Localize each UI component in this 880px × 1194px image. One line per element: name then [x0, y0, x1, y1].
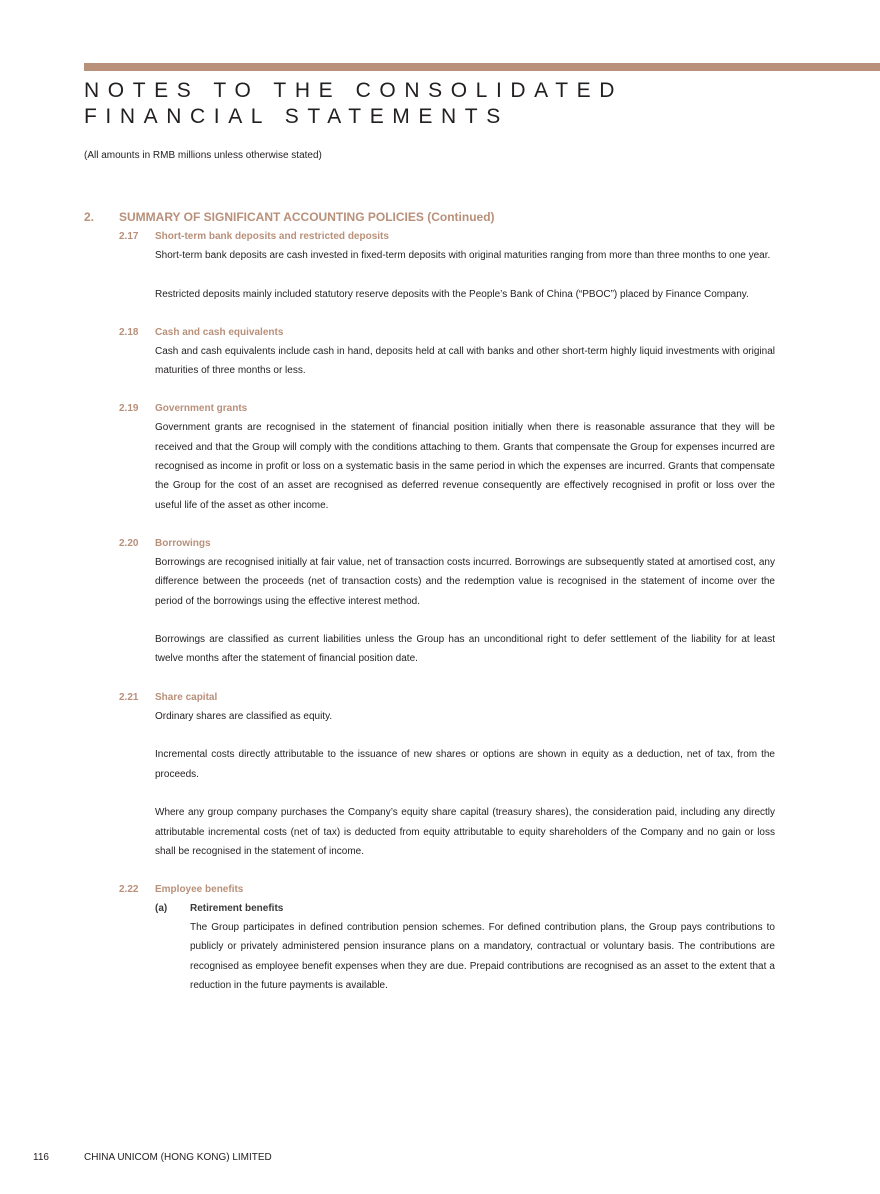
paragraph: Borrowings are recognised initially at fair value, net of transaction costs incurred. Borrowings are subsequently stated at amortised cost, any difference between the proceeds (net of transaction costs) and the redemption value is recognised in the statement of income over the period of the borrowings using the effective interest method.	[155, 556, 775, 607]
item-title: Retirement benefits	[190, 903, 284, 915]
subsection-title: Short-term bank deposits and restricted deposits	[155, 231, 389, 242]
subsection-number: 2.17	[119, 231, 139, 242]
subsection-2-19	[84, 399, 775, 514]
paragraph: Government grants are recognised in the statement of financial position initially when there is reasonable assurance that they will be received and that the Group will comply with the conditions attaching to them. Grants that compensate the Group for expenses incurred are recognised as income in profit or loss on a systematic basis in the same period in which the expenses are incurred. Grants that compensate the Group for the cost of an asset are recognised as deferred revenue consequently are effectively recognised in profit or loss over the useful life of the asset as other income.	[155, 422, 775, 511]
subsection-2-17	[84, 227, 775, 304]
subsection-number: 2.20	[119, 537, 139, 549]
subsection-number: 2.22	[119, 884, 139, 896]
page-title-line-2: FINANCIAL STATEMENTS	[84, 105, 509, 128]
paragraph: The Group participates in defined contribution pension schemes. For defined contribution plans, the Group pays contributions to publicly or privately administered pension insurance plans on a mandatory, contractual or voluntary basis. The contributions are recognised as employee benefit expenses when they are due. Prepaid contributions are recognised as an asset to the extent that a reduction in the future payments is available.	[190, 922, 775, 992]
subsection-title: Employee benefits	[155, 884, 244, 896]
paragraph: Borrowings are classified as current liabilities unless the Group has an unconditional right to defer settlement of the liability for at least twelve months after the statement of financial position date.	[155, 634, 775, 665]
item-heading	[155, 899, 775, 918]
subsection-heading	[84, 534, 775, 553]
subsection-heading	[84, 227, 775, 246]
header-accent-bar	[84, 63, 880, 71]
paragraph: Ordinary shares are classified as equity.	[155, 710, 333, 722]
unit-note: (All amounts in RMB millions unless otherwise stated)	[84, 150, 322, 161]
subsection-number: 2.21	[119, 691, 139, 703]
subsection-2-20	[84, 534, 775, 669]
item-label: (a)	[155, 903, 168, 915]
subsection-title: Cash and cash equivalents	[155, 326, 284, 338]
section-number: 2.	[84, 210, 95, 224]
paragraph: Cash and cash equivalents include cash in hand, deposits held at call with banks and other short-term highly liquid investments with original maturities of three months or less.	[155, 345, 775, 377]
subsection-number: 2.18	[119, 326, 139, 338]
subsection-2-18	[84, 323, 775, 381]
subsection-title: Share capital	[155, 691, 218, 703]
subsection-2-22	[84, 880, 775, 995]
subsection-heading	[84, 323, 775, 342]
notes-content	[84, 208, 775, 995]
page-title	[84, 78, 623, 130]
section-title: SUMMARY OF SIGNIFICANT ACCOUNTING POLICIES (Continued)	[119, 210, 495, 224]
footer-company-name: CHINA UNICOM (HONG KONG) LIMITED	[84, 1152, 272, 1163]
page-footer	[33, 1151, 272, 1164]
subsection-heading	[84, 688, 775, 707]
subsection-title: Government grants	[155, 403, 248, 415]
subsection-title: Borrowings	[155, 537, 211, 549]
page-number: 116	[33, 1152, 49, 1163]
subsection-heading	[84, 399, 775, 418]
section-heading	[84, 208, 775, 227]
paragraph: Short-term bank deposits are cash invested in fixed-term deposits with original maturities ranging from more than three months to one year.	[155, 250, 771, 261]
paragraph: Incremental costs directly attributable to the issuance of new shares or options are shown in equity as a deduction, net of tax, from the proceeds.	[155, 749, 775, 780]
subsection-heading	[84, 880, 775, 899]
subsection-number: 2.19	[119, 403, 139, 415]
paragraph: Where any group company purchases the Company’s equity share capital (treasury shares), the consideration paid, including any directly attributable incremental costs (net of tax) is deducted from equity attributable to equity shareholders of the Company and no gain or loss shall be recognised in the statement of income.	[155, 807, 775, 857]
paragraph: Restricted deposits mainly included statutory reserve deposits with the People’s Bank of China (“PBOC”) placed by Finance Company.	[155, 288, 749, 300]
page-title-line-1: NOTES TO THE CONSOLIDATED	[84, 79, 624, 102]
subsection-2-21	[84, 688, 775, 861]
